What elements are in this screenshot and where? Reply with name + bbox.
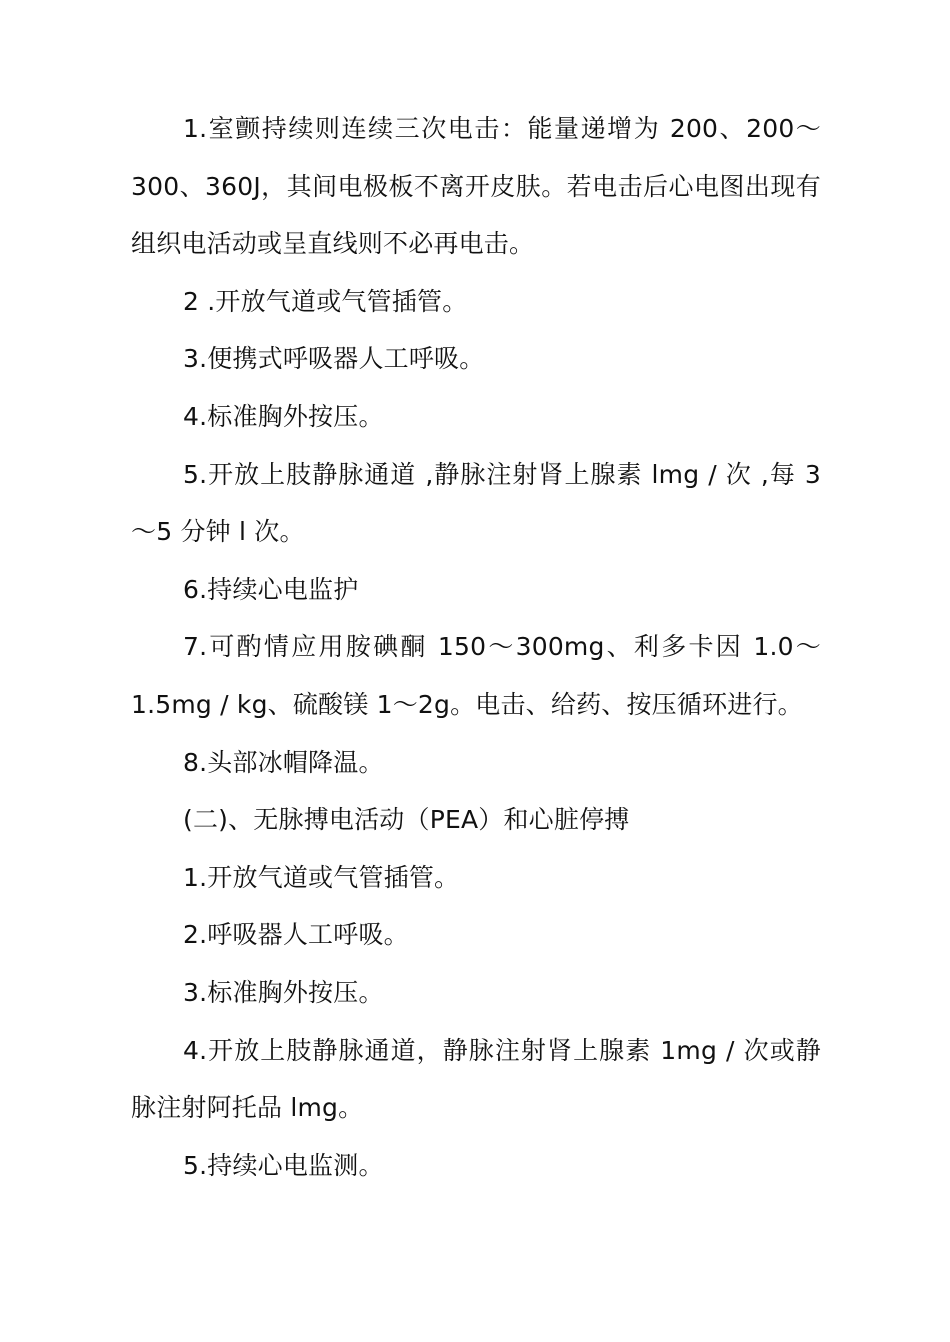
paragraph-vf-step-3: 3.便携式呼吸器人工呼吸。 — [183, 344, 485, 374]
section-heading-pea: (二)、无脉搏电活动（PEA）和心脏停搏 — [183, 805, 630, 835]
paragraph-vf-step-1: 1.室颤持续则连续三次电击：能量递增为 200、200～300、360J，其间电极板不离开皮肤。若电击后心电图出现有组织电活动或呈直线则不必再电击。 — [131, 114, 821, 259]
paragraph-vf-step-4: 4.标准胸外按压。 — [183, 401, 384, 431]
paragraph-vf-step-2: 2 .开放气道或气管插管。 — [183, 286, 468, 316]
paragraph-pea-step-5: 5.持续心电监测。 — [183, 1150, 384, 1180]
paragraph-pea-step-4: 4.开放上肢静脉通道，静脉注射肾上腺素 1mg / 次或静脉注射阿托品 lmg。 — [131, 1035, 821, 1123]
paragraph-vf-step-5: 5.开放上肢静脉通道 ,静脉注射肾上腺素 lmg / 次 ,每 3～5 分钟 l 次。 — [131, 459, 821, 547]
document-body — [131, 100, 821, 1194]
paragraph-pea-step-2: 2.呼吸器人工呼吸。 — [183, 920, 409, 950]
paragraph-vf-step-7: 7.可酌情应用胺碘酮 150～300mg、利多卡因 1.0～1.5mg / kg、硫酸镁 1～2g。电击、给药、按压循环进行。 — [131, 632, 821, 719]
paragraph-pea-step-1: 1.开放气道或气管插管。 — [183, 862, 460, 892]
paragraph-vf-step-6: 6.持续心电监护 — [183, 574, 359, 604]
paragraph-vf-step-8: 8.头部冰帽降温。 — [183, 747, 384, 777]
paragraph-pea-step-3: 3.标准胸外按压。 — [183, 977, 384, 1007]
